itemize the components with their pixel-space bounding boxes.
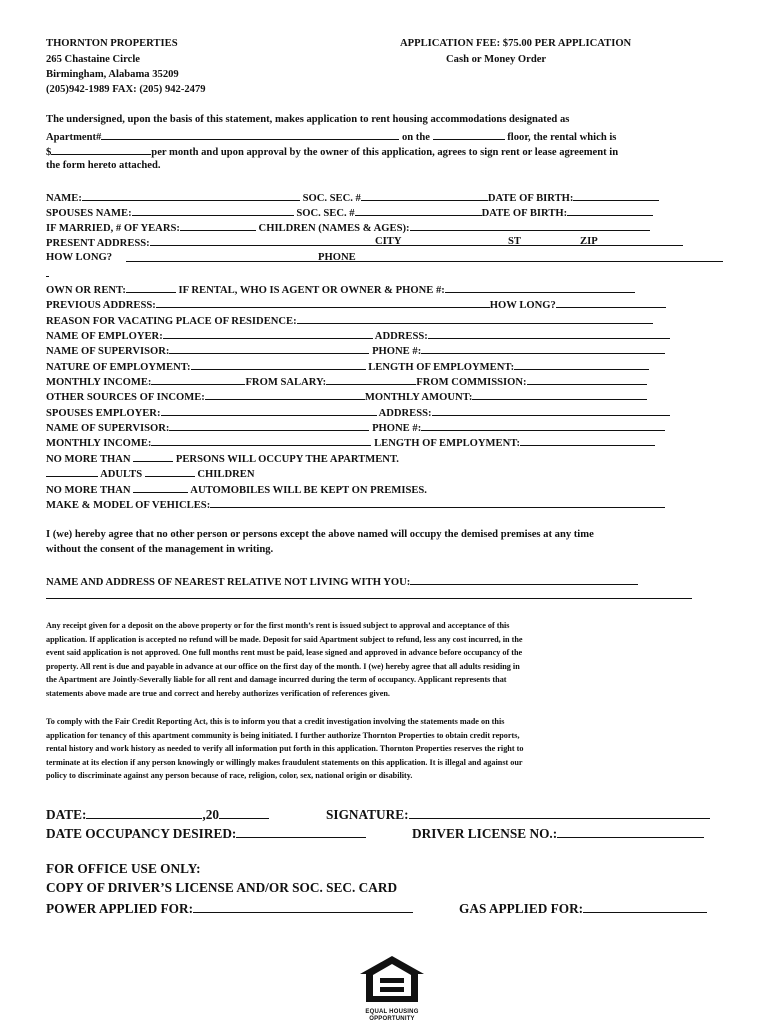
persons-field[interactable] bbox=[133, 451, 173, 462]
monthly-amount-label: MONTHLY AMOUNT: bbox=[364, 392, 473, 403]
employer-address-label: ADDRESS: bbox=[374, 331, 428, 342]
logo-line-1: EQUAL HOUSING bbox=[365, 1009, 419, 1015]
length-label: LENGTH OF EMPLOYMENT: bbox=[368, 362, 515, 373]
gas-label: GAS APPLIED FOR: bbox=[459, 901, 584, 916]
name-label: NAME: bbox=[46, 193, 82, 204]
power-label: POWER APPLIED FOR: bbox=[46, 901, 194, 916]
terms-line: Any receipt given for a deposit on the above property or for the first month’s rent is issued subject to approval and acceptance of this bbox=[46, 621, 510, 630]
spouse-soc-sec-field[interactable] bbox=[355, 205, 482, 216]
st-label: ST bbox=[508, 236, 521, 247]
length-field[interactable] bbox=[514, 359, 649, 370]
agreement-line-1: I (we) hereby agree that no other person or persons except the above named will occupy the demised premises at any time bbox=[46, 529, 594, 540]
supervisor-phone-field[interactable] bbox=[421, 343, 665, 354]
row-reason bbox=[46, 313, 653, 328]
own-rent-field[interactable] bbox=[126, 282, 176, 293]
spouse-length-field[interactable] bbox=[520, 435, 655, 446]
intro-line-4: the form hereto attached. bbox=[46, 160, 161, 171]
gas-field[interactable] bbox=[583, 899, 707, 913]
present-address-field[interactable] bbox=[150, 235, 683, 246]
monthly-amount-field[interactable] bbox=[472, 389, 647, 400]
row-persons bbox=[46, 451, 399, 466]
spouse-supervisor-phone-field[interactable] bbox=[421, 420, 665, 431]
date-label: DATE: bbox=[46, 807, 87, 822]
reason-label: REASON FOR VACATING PLACE OF RESIDENCE: bbox=[46, 316, 297, 327]
nature-label: NATURE OF EMPLOYMENT: bbox=[46, 362, 191, 373]
from-commission-field[interactable] bbox=[527, 374, 647, 385]
fcra-line: policy to discriminate against any person because of race, religion, color, sex, national origin or disability. bbox=[46, 771, 413, 781]
equal-housing-logo bbox=[358, 954, 426, 1022]
logo-caption bbox=[358, 1009, 426, 1022]
spouse-supervisor-phone-label: PHONE #: bbox=[372, 423, 422, 434]
terms-line: the Apartment are Jointly-Severally liable for all rent and damage incurred during the term of occupancy. Applicant represents that bbox=[46, 675, 507, 685]
persons-no-more-than-label: NO MORE THAN bbox=[46, 454, 131, 465]
soc-sec-field[interactable] bbox=[361, 190, 488, 201]
children-count-label: CHILDREN bbox=[197, 469, 255, 480]
spouse-employer-label: SPOUSES EMPLOYER: bbox=[46, 408, 161, 419]
present-address-label: PRESENT ADDRESS: bbox=[46, 238, 150, 249]
children-label: CHILDREN (NAMES & AGES): bbox=[258, 223, 410, 234]
row-spouse-employer bbox=[46, 405, 670, 420]
other-sources-field[interactable] bbox=[205, 389, 365, 400]
fcra-line: To comply with the Fair Credit Reporting Act, this is to inform you that a credit investigation involving the statements made on this bbox=[46, 717, 505, 726]
license-label: DRIVER LICENSE NO.: bbox=[412, 826, 558, 841]
row-supervisor bbox=[46, 343, 665, 358]
supervisor-phone-label: PHONE #: bbox=[372, 346, 422, 357]
signature-label: SIGNATURE: bbox=[326, 807, 409, 822]
intro-line-1: The undersigned, upon the basis of this statement, makes application to rent housing accommodations designated as bbox=[46, 114, 570, 125]
city-label: CITY bbox=[375, 236, 402, 247]
company-phone: (205)942-1989 FAX: (205) 942-2479 bbox=[46, 84, 206, 95]
occupancy-field[interactable] bbox=[236, 824, 366, 838]
terms-paragraph bbox=[46, 619, 523, 701]
vehicles-label: MAKE & MODEL OF VEHICLES: bbox=[46, 500, 211, 511]
reason-field[interactable] bbox=[297, 313, 653, 324]
vehicles-field[interactable] bbox=[210, 497, 665, 508]
row-nature bbox=[46, 359, 649, 374]
spouse-employer-field[interactable] bbox=[161, 405, 377, 416]
logo-line-2: OPPORTUNITY bbox=[369, 1015, 415, 1022]
spouse-address-label: ADDRESS: bbox=[378, 408, 432, 419]
house-icon bbox=[358, 954, 426, 1004]
spouse-monthly-income-label: MONTHLY INCOME: bbox=[46, 438, 152, 449]
automobiles-field[interactable] bbox=[133, 482, 188, 493]
supervisor-label: NAME OF SUPERVISOR: bbox=[46, 346, 170, 357]
how-long-label: HOW LONG? bbox=[46, 252, 113, 263]
company-name: THORNTON PROPERTIES bbox=[46, 38, 178, 49]
row-occupancy bbox=[46, 824, 366, 842]
row-spouse bbox=[46, 205, 653, 220]
zip-label: ZIP bbox=[580, 236, 598, 247]
row-previous-address bbox=[46, 297, 666, 312]
spouse-supervisor-label: NAME OF SUPERVISOR: bbox=[46, 423, 170, 434]
other-sources-label: OTHER SOURCES OF INCOME: bbox=[46, 392, 205, 403]
employer-field[interactable] bbox=[163, 328, 373, 339]
license-field[interactable] bbox=[557, 824, 704, 838]
stray-mark bbox=[46, 276, 49, 277]
dollar-label: $ bbox=[46, 147, 52, 158]
supervisor-field[interactable] bbox=[169, 343, 369, 354]
married-years-field[interactable] bbox=[180, 220, 256, 231]
company-street: 265 Chastaine Circle bbox=[46, 54, 140, 65]
dob-label: DATE OF BIRTH: bbox=[487, 193, 574, 204]
office-copy: COPY OF DRIVER’S LICENSE AND/OR SOC. SEC. CARD bbox=[46, 880, 398, 895]
relative-label: NAME AND ADDRESS OF NEAREST RELATIVE NOT LIVING WITH YOU: bbox=[46, 577, 411, 588]
intro-line-3 bbox=[46, 144, 618, 159]
spouse-address-field[interactable] bbox=[432, 405, 670, 416]
spouse-soc-sec-label: SOC. SEC. # bbox=[296, 208, 355, 219]
married-years-label: IF MARRIED, # OF YEARS: bbox=[46, 223, 180, 234]
company-city: Birmingham, Alabama 35209 bbox=[46, 69, 179, 80]
terms-line: application. If application is accepted no refund will be made. Deposit for said Apartment subject to refund, less any cost incurred, in the bbox=[46, 634, 523, 644]
nature-field[interactable] bbox=[191, 359, 366, 370]
employer-label: NAME OF EMPLOYER: bbox=[46, 331, 163, 342]
name-field[interactable] bbox=[82, 190, 300, 201]
floor-label: floor, the rental which is bbox=[507, 132, 617, 143]
from-salary-label: FROM SALARY: bbox=[245, 377, 327, 388]
spouse-name-label: SPOUSES NAME: bbox=[46, 208, 132, 219]
if-rental-field[interactable] bbox=[445, 282, 635, 293]
own-rent-label: OWN OR RENT: bbox=[46, 285, 126, 296]
signature-field[interactable] bbox=[409, 805, 710, 819]
spouse-monthly-income-field[interactable] bbox=[151, 435, 371, 446]
payment-method: Cash or Money Order bbox=[446, 54, 547, 65]
automobiles-no-more-than-label: NO MORE THAN bbox=[46, 485, 131, 496]
soc-sec-label: SOC. SEC. # bbox=[302, 193, 361, 204]
row-own-rent bbox=[46, 282, 635, 297]
terms-line: statements above made are true and correct and hereby authorizes verification of references given. bbox=[46, 688, 390, 698]
per-month-label: per month and upon approval by the owner of this application, agrees to sign rent or lease agreement in bbox=[151, 147, 619, 158]
monthly-income-field[interactable] bbox=[151, 374, 245, 385]
monthly-income-label: MONTHLY INCOME: bbox=[46, 377, 152, 388]
previous-how-long-label: HOW LONG? bbox=[489, 300, 556, 311]
from-commission-label: FROM COMMISSION: bbox=[416, 377, 527, 388]
from-salary-field[interactable] bbox=[326, 374, 416, 385]
occupancy-label: DATE OCCUPANCY DESIRED: bbox=[46, 826, 237, 841]
row-employer bbox=[46, 328, 670, 343]
spouse-dob-field[interactable] bbox=[567, 205, 653, 216]
children-count-field[interactable] bbox=[145, 466, 195, 477]
relative-field[interactable] bbox=[410, 574, 638, 585]
year-field[interactable] bbox=[219, 805, 269, 819]
fcra-paragraph bbox=[46, 715, 523, 783]
row-adults-children bbox=[46, 466, 255, 481]
relative-field-line-2[interactable] bbox=[46, 598, 692, 599]
row-signature bbox=[326, 805, 710, 823]
how-long-phone-field[interactable] bbox=[126, 261, 723, 262]
employer-address-field[interactable] bbox=[428, 328, 670, 339]
row-relative bbox=[46, 574, 638, 589]
row-spouse-income bbox=[46, 435, 655, 450]
fcra-line: terminate at its election if any person knowingly or willingly makes fraudulent statements on this application. It is illegal and against our bbox=[46, 757, 523, 767]
agreement-line-2: without the consent of the management in writing. bbox=[46, 544, 274, 555]
application-fee: APPLICATION FEE: $75.00 PER APPLICATION bbox=[400, 38, 632, 49]
date-field[interactable] bbox=[86, 805, 202, 819]
year-label: ,20 bbox=[202, 807, 220, 822]
automobiles-label: AUTOMOBILES WILL BE KEPT ON PREMISES. bbox=[190, 485, 427, 496]
row-date bbox=[46, 805, 269, 823]
floor-field[interactable] bbox=[433, 129, 505, 140]
row-name bbox=[46, 190, 659, 205]
previous-address-field[interactable] bbox=[156, 297, 490, 308]
persons-occupy-label: PERSONS WILL OCCUPY THE APARTMENT. bbox=[175, 454, 399, 465]
children-field[interactable] bbox=[410, 220, 650, 231]
intro-line-2 bbox=[46, 129, 616, 144]
row-spouse-supervisor bbox=[46, 420, 665, 435]
row-automobiles bbox=[46, 482, 427, 497]
row-married bbox=[46, 220, 650, 235]
previous-how-long-field[interactable] bbox=[556, 297, 666, 308]
fcra-line: application for tenancy of this apartment community is being initiated. I further authorize Thornton Properties to obtain credit reports, bbox=[46, 730, 520, 740]
if-rental-label: IF RENTAL, WHO IS AGENT OR OWNER & PHONE #: bbox=[178, 285, 445, 296]
spouse-name-field[interactable] bbox=[132, 205, 294, 216]
spouse-supervisor-field[interactable] bbox=[169, 420, 369, 431]
row-monthly-income bbox=[46, 374, 647, 389]
spouse-dob-label: DATE OF BIRTH: bbox=[481, 208, 568, 219]
row-gas bbox=[459, 899, 707, 917]
adults-field[interactable] bbox=[46, 466, 98, 477]
row-license bbox=[412, 824, 704, 842]
dob-field[interactable] bbox=[573, 190, 659, 201]
row-power bbox=[46, 899, 413, 917]
terms-line: property. All rent is due and payable in advance at our office on the first day of the month. I (we) hereby agree that all adults residing in bbox=[46, 661, 520, 671]
apartment-label: Apartment# bbox=[46, 132, 102, 143]
row-vehicles bbox=[46, 497, 665, 512]
office-title: FOR OFFICE USE ONLY: bbox=[46, 861, 201, 876]
terms-line: event said application is not approved. One full months rent must be paid, lease signed and approved in advance before occupancy of the bbox=[46, 648, 523, 658]
spouse-length-label: LENGTH OF EMPLOYMENT: bbox=[374, 438, 521, 449]
on-the-label: on the bbox=[401, 132, 430, 143]
power-field[interactable] bbox=[193, 899, 413, 913]
fcra-line: rental history and work history as needed to verify all information put forth in this application. Thornton Properties reserves the right to bbox=[46, 744, 524, 754]
previous-address-label: PREVIOUS ADDRESS: bbox=[46, 300, 156, 311]
phone-label: PHONE bbox=[318, 252, 356, 263]
adults-label: ADULTS bbox=[100, 469, 143, 480]
row-other-sources bbox=[46, 389, 647, 404]
apartment-field[interactable] bbox=[101, 129, 399, 140]
rent-amount-field[interactable] bbox=[51, 144, 151, 155]
